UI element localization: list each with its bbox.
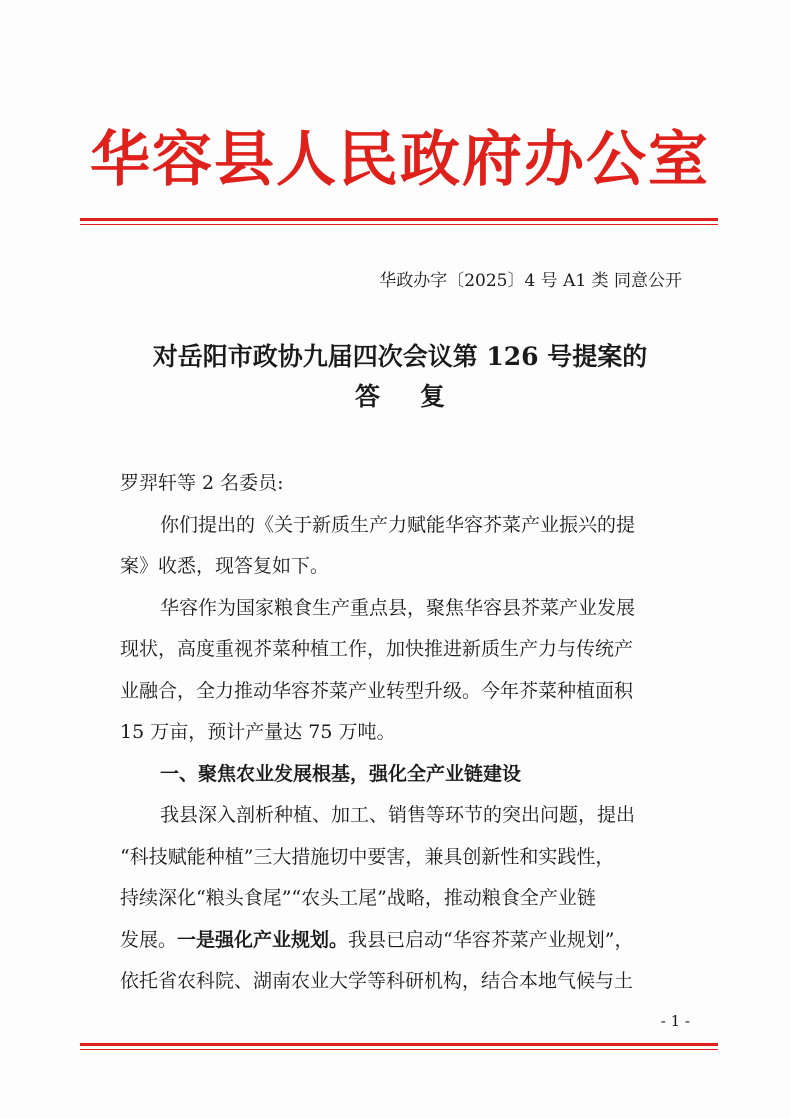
paragraph-line: 现状，高度重视芥菜种植工作，加快推进新质生产力与传统产 xyxy=(120,638,634,660)
section-heading: 一、聚焦农业发展根基，强化全产业链建设 xyxy=(160,763,522,785)
letterhead-red-rule-thin xyxy=(80,224,718,225)
document-title-line-1: 对岳阳市政协九届四次会议第 126 号提案的 xyxy=(152,342,648,371)
document-title-line-2: 答复 xyxy=(354,382,485,411)
paragraph-line xyxy=(120,927,690,953)
footer-red-rule xyxy=(80,1043,718,1046)
footer-red-rule-thin xyxy=(80,1049,718,1050)
text-run: 我县已启动“华容芥菜产业规划”， xyxy=(348,929,634,951)
paragraph-line: 业融合，全力推动华容芥菜产业转型升级。今年芥菜种植面积 xyxy=(120,680,634,702)
paragraph-line: 你们提出的《关于新质生产力赋能华容芥菜产业振兴的提 xyxy=(160,514,636,536)
salutation: 罗羿轩等 2 名委员: xyxy=(120,472,284,494)
paragraph-line: 依托省农科院、湖南农业大学等科研机构，结合本地气候与土 xyxy=(120,970,634,992)
paragraph-line: 华容作为国家粮食生产重点县，聚焦华容县芥菜产业发展 xyxy=(160,597,636,619)
paragraph-line: 15 万亩，预计产量达 75 万吨。 xyxy=(120,721,396,743)
paragraph-line: 我县深入剖析种植、加工、销售等环节的突出问题，提出 xyxy=(160,804,636,826)
document-number: 华政办字〔2025〕4 号 A1 类 同意公开 xyxy=(379,271,682,291)
bold-text-run: 一是强化产业规划。 xyxy=(177,929,349,951)
letterhead-title: 华容县人民政府办公室 xyxy=(90,125,710,195)
paragraph-line: 案》收悉，现答复如下。 xyxy=(120,555,330,577)
text-run: 发展。 xyxy=(120,929,178,951)
paragraph-line: 持续深化“粮头食尾”“农头工尾”战略，推动粮食全产业链 xyxy=(120,887,596,909)
page-number: - 1 - xyxy=(660,1012,690,1030)
letterhead-red-rule xyxy=(80,218,718,221)
paragraph-line: “科技赋能种植”三大措施切中要害，兼具创新性和实践性， xyxy=(120,846,615,868)
